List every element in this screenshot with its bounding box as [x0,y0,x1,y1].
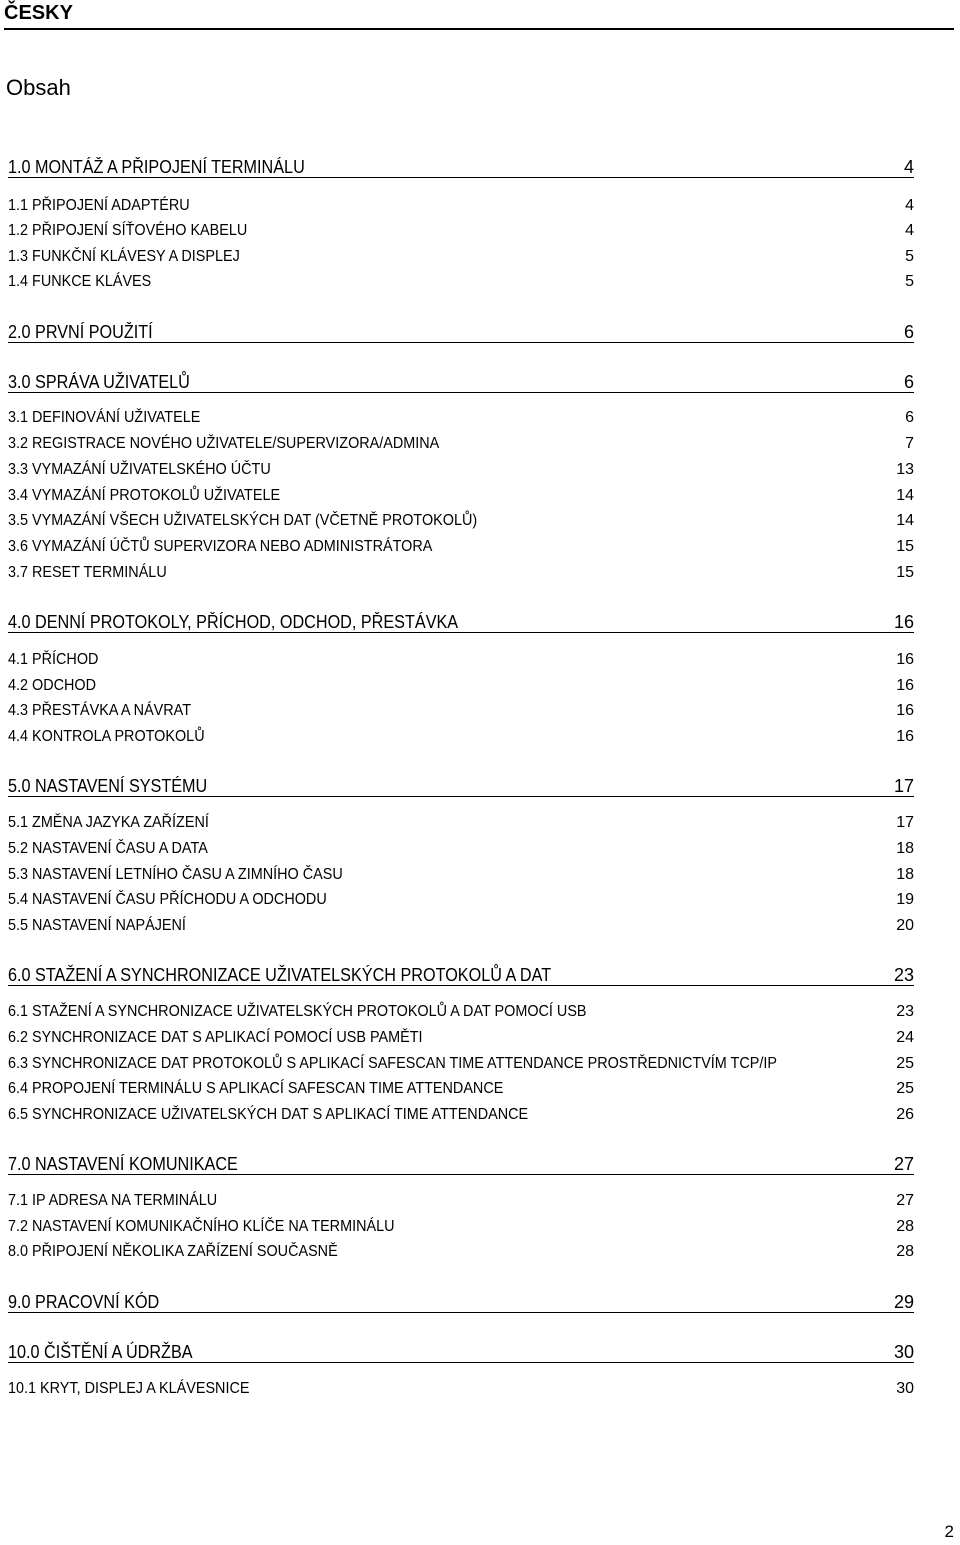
toc-entry-page: 6 [903,322,914,342]
toc-entry-title: 4.3 PŘESTÁVKA A NÁVRAT [8,702,192,719]
toc-entry-page: 29 [893,1292,914,1312]
toc-entry-title: 1.3 FUNKČNÍ KLÁVESY A DISPLEJ [8,248,240,265]
toc-entry-title: 3.5 VYMAZÁNÍ VŠECH UŽIVATELSKÝCH DAT (VČETNĚ PROTOKOLŮ) [8,512,478,529]
toc-entry-title: 5.5 NASTAVENÍ NAPÁJENÍ [8,917,186,934]
toc-entry-page: 17 [896,814,914,831]
toc-entry[interactable] [8,725,914,747]
toc-entry-page: 5 [905,248,914,265]
toc-entry[interactable] [8,406,914,428]
toc-entry-title: 10.0 ČIŠTĚNÍ A ÚDRŽBA [8,1342,193,1362]
toc-entry-page: 16 [896,651,914,668]
toc-entry-title: 4.0 DENNÍ PROTOKOLY, PŘÍCHOD, ODCHOD, PŘESTÁVKA [8,612,459,632]
toc-entry[interactable] [8,1240,914,1262]
toc-entry[interactable] [8,1377,914,1399]
toc-entry-title: 6.0 STAŽENÍ A SYNCHRONIZACE UŽIVATELSKÝCH PROTOKOLŮ A DAT [8,965,552,985]
toc-entry-title: 5.1 ZMĚNA JAZYKA ZAŘÍZENÍ [8,814,209,831]
toc-entry-title: 6.1 STAŽENÍ A SYNCHRONIZACE UŽIVATELSKÝCH PROTOKOLŮ A DAT POMOCÍ USB [8,1003,587,1020]
toc-entry[interactable] [8,961,914,986]
toc-entry[interactable] [8,837,914,859]
toc-entry-title: 4.2 ODCHOD [8,677,97,694]
toc-entry[interactable] [8,1338,914,1363]
toc-entry-page: 7 [905,435,914,452]
toc-entry-page: 28 [896,1243,914,1260]
toc-entry-page: 14 [896,487,914,504]
toc-entry-page: 24 [896,1029,914,1046]
toc-entry-title: 5.0 NASTAVENÍ SYSTÉMU [8,776,208,796]
toc-entry[interactable] [8,1103,914,1125]
toc-entry[interactable] [8,1052,914,1074]
toc-entry[interactable] [8,1215,914,1237]
toc-entry-page: 5 [905,273,914,290]
toc-entry[interactable] [8,318,914,343]
toc-entry-page: 27 [893,1154,914,1174]
toc-entry[interactable] [8,772,914,797]
toc-entry-page: 30 [893,1342,914,1362]
toc-entry-page: 16 [896,728,914,745]
language-header: ČESKY [4,0,954,30]
toc-entry[interactable] [8,509,914,531]
toc-entry-page: 6 [903,372,914,392]
toc-entry[interactable] [8,535,914,557]
toc-entry-title: 5.4 NASTAVENÍ ČASU PŘÍCHODU A ODCHODU [8,891,327,908]
toc-entry-title: 6.3 SYNCHRONIZACE DAT PROTOKOLŮ S APLIKACÍ SAFESCAN TIME ATTENDANCE PROSTŘEDNICTVÍM TCP/IP [8,1055,777,1072]
toc-entry-title: 3.3 VYMAZÁNÍ UŽIVATELSKÉHO ÚČTU [8,461,271,478]
toc-entry-page: 14 [896,512,914,529]
toc-entry-title: 1.1 PŘIPOJENÍ ADAPTÉRU [8,197,190,214]
toc-entry-title: 3.7 RESET TERMINÁLU [8,564,167,581]
toc-entry-title: 7.2 NASTAVENÍ KOMUNIKAČNÍHO KLÍČE NA TERMINÁLU [8,1218,395,1235]
toc-entry-title: 1.2 PŘIPOJENÍ SÍŤOVÉHO KABELU [8,222,248,239]
toc-entry-title: 4.4 KONTROLA PROTOKOLŮ [8,728,205,745]
toc-entry-page: 26 [896,1106,914,1123]
toc-entry-page: 4 [903,157,914,177]
toc-entry-title: 5.2 NASTAVENÍ ČASU A DATA [8,840,208,857]
toc-entry-title: 9.0 PRACOVNÍ KÓD [8,1292,160,1312]
toc-entry-title: 6.5 SYNCHRONIZACE UŽIVATELSKÝCH DAT S APLIKACÍ TIME ATTENDANCE [8,1106,529,1123]
page-title: Obsah [6,75,71,100]
toc-entry[interactable] [8,561,914,583]
toc-entry-page: 18 [896,866,914,883]
toc-entry-title: 6.2 SYNCHRONIZACE DAT S APLIKACÍ POMOCÍ USB PAMĚTI [8,1029,423,1046]
toc-entry[interactable] [8,674,914,696]
toc-entry-title: 1.0 MONTÁŽ A PŘIPOJENÍ TERMINÁLU [8,157,305,177]
toc-entry[interactable] [8,608,914,633]
toc-entry[interactable] [8,1150,914,1175]
toc-entry-title: 6.4 PROPOJENÍ TERMINÁLU S APLIKACÍ SAFESCAN TIME ATTENDANCE [8,1080,504,1097]
toc-entry-title: 5.3 NASTAVENÍ LETNÍHO ČASU A ZIMNÍHO ČASU [8,866,343,883]
toc-entry[interactable] [8,458,914,480]
toc-entry[interactable] [8,194,914,216]
toc-entry-title: 1.4 FUNKCE KLÁVES [8,273,152,290]
toc-entry-title: 4.1 PŘÍCHOD [8,651,99,668]
toc-entry-page: 27 [896,1192,914,1209]
toc-entry[interactable] [8,1000,914,1022]
toc-entry-page: 30 [896,1380,914,1397]
toc-entry-page: 4 [905,197,914,214]
toc-entry[interactable] [8,153,914,178]
toc-entry-title: 8.0 PŘIPOJENÍ NĚKOLIKA ZAŘÍZENÍ SOUČASNĚ [8,1243,338,1260]
toc-entry[interactable] [8,863,914,885]
toc-entry[interactable] [8,270,914,292]
toc-entry-page: 16 [896,702,914,719]
toc-entry-page: 15 [896,538,914,555]
toc-entry-title: 7.1 IP ADRESA NA TERMINÁLU [8,1192,218,1209]
toc-entry[interactable] [8,484,914,506]
toc-entry-page: 16 [893,612,914,632]
toc-entry-title: 3.0 SPRÁVA UŽIVATELŮ [8,372,190,392]
toc-entry-page: 23 [896,1003,914,1020]
toc-entry[interactable] [8,888,914,910]
toc-entry-page: 13 [896,461,914,478]
toc-entry-page: 25 [896,1080,914,1097]
page-number: 2 [944,1522,954,1541]
toc-entry-title: 7.0 NASTAVENÍ KOMUNIKACE [8,1154,238,1174]
toc-entry-page: 16 [896,677,914,694]
toc-entry-page: 23 [893,965,914,985]
toc-entry-title: 3.6 VYMAZÁNÍ ÚČTŮ SUPERVIZORA NEBO ADMINISTRÁTORA [8,538,433,555]
toc-entry-title: 2.0 PRVNÍ POUŽITÍ [8,322,153,342]
toc-entry[interactable] [8,432,914,454]
toc-entry[interactable] [8,1026,914,1048]
toc-entry-page: 17 [893,776,914,796]
toc-entry-page: 19 [896,891,914,908]
toc-entry[interactable] [8,1189,914,1211]
toc-entry-title: 3.4 VYMAZÁNÍ PROTOKOLŮ UŽIVATELE [8,487,281,504]
toc-entry-title: 3.2 REGISTRACE NOVÉHO UŽIVATELE/SUPERVIZORA/ADMINA [8,435,440,452]
toc-entry-title: 3.1 DEFINOVÁNÍ UŽIVATELE [8,409,201,426]
toc-entry[interactable] [8,1288,914,1313]
toc-entry[interactable] [8,219,914,241]
toc-entry-page: 28 [896,1218,914,1235]
toc-entry[interactable] [8,699,914,721]
toc-entry[interactable] [8,368,914,393]
toc-entry[interactable] [8,811,914,833]
toc-entry-page: 18 [896,840,914,857]
toc-entry[interactable] [8,914,914,936]
toc-entry[interactable] [8,1077,914,1099]
toc-entry-title: 10.1 KRYT, DISPLEJ A KLÁVESNICE [8,1380,250,1397]
toc-entry-page: 4 [905,222,914,239]
toc-entry-page: 25 [896,1055,914,1072]
toc-entry[interactable] [8,648,914,670]
toc-entry[interactable] [8,245,914,267]
toc-entry-page: 15 [896,564,914,581]
toc-entry-page: 20 [896,917,914,934]
toc-entry-page: 6 [905,409,914,426]
